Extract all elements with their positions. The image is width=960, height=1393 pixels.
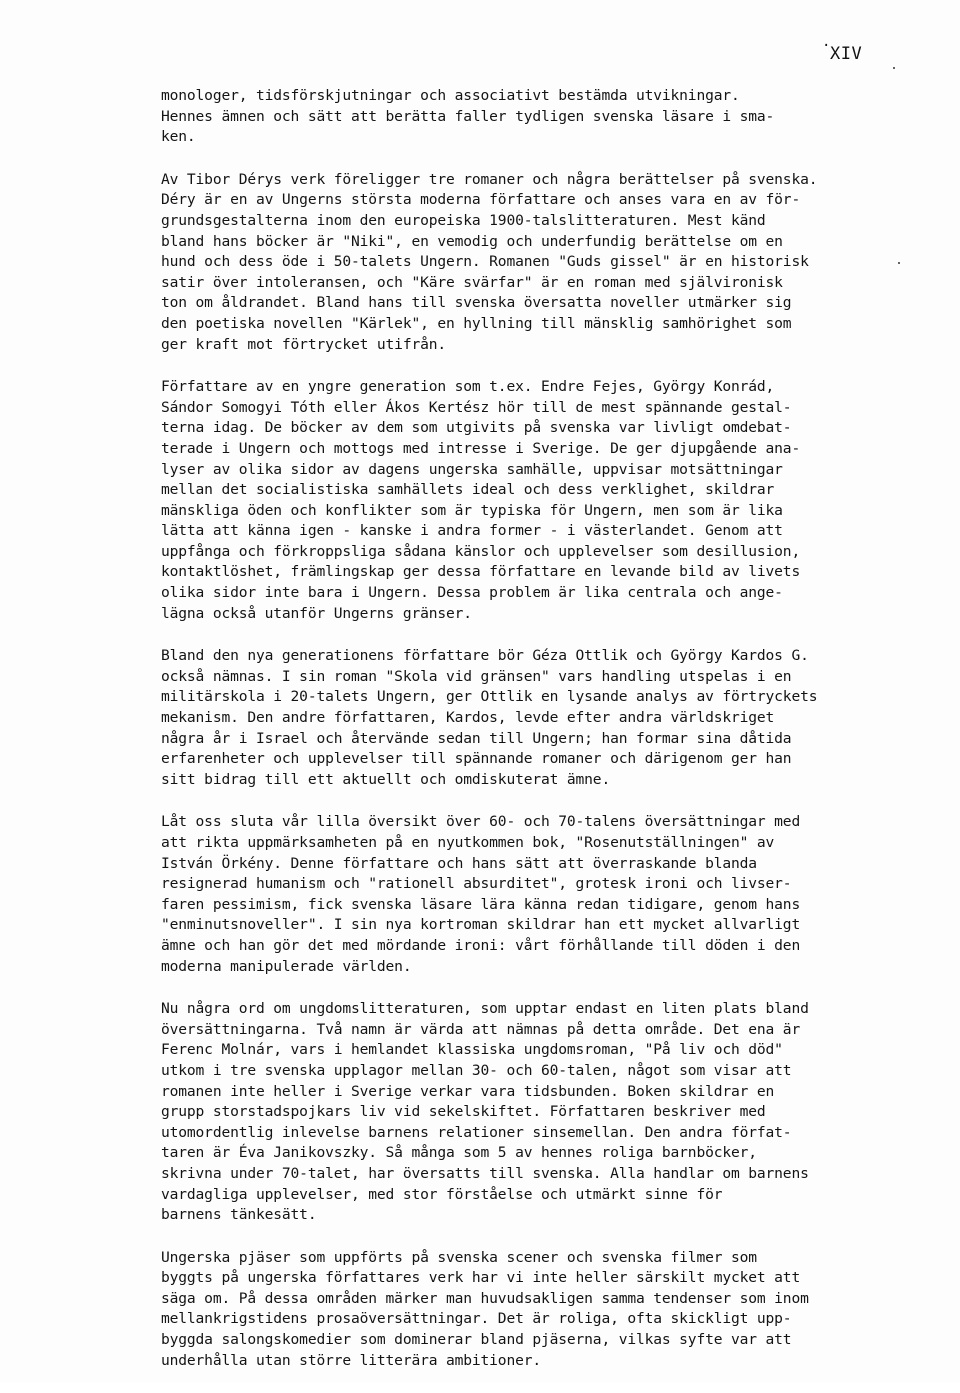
text-line: terna idag. De böcker av dem som utgivits på svenska var livligt omdebat- bbox=[161, 419, 792, 437]
text-line: taren är Éva Janikovszky. Så många som 5 av hennes roliga barnböcker, bbox=[161, 1144, 757, 1162]
text-line: den poetiska novellen "Kärlek", en hyllning till mänsklig samhörighet som bbox=[161, 314, 792, 332]
text-line: ton om åldrandet. Bland hans till svenska översatta noveller utmärker sig bbox=[161, 294, 792, 312]
text-line: Nu några ord om ungdomslitteraturen, som upptar endast en liten plats bland bbox=[161, 1000, 809, 1018]
text-line: resignerad humanism och "rationell absurditet", grotesk ironi och livser- bbox=[161, 875, 792, 893]
text-line: satir över intoleransen, och "Käre svärfar" är en roman med självironisk bbox=[161, 273, 783, 291]
page-number: · XIV bbox=[830, 44, 862, 64]
paragraph bbox=[161, 812, 941, 977]
text-line: säga om. På dessa områden märker man huvudsakligen samma tendenser som inom bbox=[161, 1289, 809, 1307]
text-line: kontaktlöshet, främlingskap ger dessa författare en levande bild av livets bbox=[161, 563, 801, 581]
text-line: några år i Israel och återvände sedan till Ungern; han formar sina dåtida bbox=[161, 729, 792, 747]
paragraph bbox=[161, 646, 941, 790]
text-line: István Örkény. Denne författare och hans sätt att överraskande blanda bbox=[161, 854, 757, 872]
text-line: erfarenheter och upplevelser till spännande romaner och därigenom ger han bbox=[161, 750, 792, 768]
text-line: översättningarna. Två namn är värda att nämnas på detta område. Det ena är bbox=[161, 1020, 801, 1038]
speck-mark bbox=[898, 262, 900, 264]
text-line: Hennes ämnen och sätt att berätta faller tydligen svenska läsare i sma- bbox=[161, 107, 775, 125]
text-line: byggda salongskomedier som dominerar bland pjäserna, vilkas syfte var att bbox=[161, 1331, 792, 1349]
body-text bbox=[161, 86, 941, 1393]
text-line: underhålla utan större litterära ambitioner. bbox=[161, 1351, 541, 1369]
text-line: terade i Ungern och mottogs med intresse i Sverige. De ger djupgående ana- bbox=[161, 439, 801, 457]
paragraph bbox=[161, 86, 941, 148]
text-line: "enminutsnoveller". I sin nya kortroman skildrar han ett mycket allvarligt bbox=[161, 916, 801, 934]
text-line: ken. bbox=[161, 128, 196, 146]
paragraph bbox=[161, 999, 941, 1226]
text-line: ämne och han gör det med mördande ironi: vårt förhållande till döden i den bbox=[161, 936, 801, 954]
text-line: utomordentlig inlevelse barnens relationer sinsemellan. Den andra förfat- bbox=[161, 1123, 792, 1141]
text-line: Låt oss sluta vår lilla översikt över 60- och 70-talens översättningar med bbox=[161, 813, 801, 831]
text-line: bland hans böcker är "Niki", en vemodig och underfundig berättelse om en bbox=[161, 232, 783, 250]
text-line: Ungerska pjäser som uppförts på svenska scener och svenska filmer som bbox=[161, 1248, 757, 1266]
paragraph bbox=[161, 377, 941, 624]
text-line: skrivna under 70-talet, har översatts till svenska. Alla handlar om barnens bbox=[161, 1164, 809, 1182]
text-line: Déry är en av Ungerns största moderna författare och anses vara en av för- bbox=[161, 191, 801, 209]
text-line: uppfånga och förkroppsliga sådana känslor och upplevelser som desillusion, bbox=[161, 542, 801, 560]
text-line: ger kraft mot förtrycket utifrån. bbox=[161, 335, 446, 353]
text-line: mellan det socialistiska samhällets ideal och dess verklighet, skildrar bbox=[161, 481, 775, 499]
text-line: utkom i tre svenska upplagor mellan 30- och 60-talen, något som visar att bbox=[161, 1061, 792, 1079]
text-line: romanen inte heller i Sverige verkar vara tidsbunden. Boken skildrar en bbox=[161, 1082, 775, 1100]
text-line: Författare av en yngre generation som t.ex. Endre Fejes, György Konrád, bbox=[161, 378, 775, 396]
text-line: också nämnas. I sin roman "Skola vid gränsen" vars handling utspelas i en bbox=[161, 667, 792, 685]
text-line: grundsgestalterna inom den europeiska 1900-talslitteraturen. Mest känd bbox=[161, 211, 766, 229]
text-line: grupp storstadspojkars liv vid sekelskiftet. Författaren beskriver med bbox=[161, 1103, 766, 1121]
text-line: mellankrigstidens prosaöversättningar. Det är roliga, ofta skickligt upp- bbox=[161, 1310, 792, 1328]
text-line: monologer, tidsförskjutningar och associativt bestämda utvikningar. bbox=[161, 87, 740, 104]
text-line: lägna också utanför Ungerns gränser. bbox=[161, 604, 472, 622]
text-line: militärskola i 20-talets Ungern, ger Ottlik en lysande analys av förtryckets bbox=[161, 688, 818, 706]
text-line: mekanism. Den andre författaren, Kardos, levde efter andra världskriget bbox=[161, 709, 775, 727]
text-line: Bland den nya generationens författare bör Géza Ottlik och György Kardos G. bbox=[161, 647, 809, 665]
speck-mark bbox=[893, 67, 895, 69]
text-line: barnens tänkesätt. bbox=[161, 1206, 317, 1224]
text-line: mänskliga öden och konflikter som är typiska för Ungern, men som är lika bbox=[161, 501, 783, 519]
text-line: faren pessimism, fick svenska läsare lära känna redan tidigare, genom hans bbox=[161, 895, 801, 913]
text-line: lyser av olika sidor av dagens ungerska samhälle, uppvisar motsättningar bbox=[161, 460, 783, 478]
paragraph bbox=[161, 170, 941, 355]
paragraph bbox=[161, 1248, 941, 1372]
text-line: att rikta uppmärksamheten på en nyutkommen bok, "Rosenutställningen" av bbox=[161, 834, 775, 851]
text-line: lätta att känna igen - kanske i andra former - i västerlandet. Genom att bbox=[161, 522, 783, 540]
text-line: Sándor Somogyi Tóth eller Ákos Kertész hör till de mest spännande gestal- bbox=[161, 398, 792, 416]
text-line: byggts på ungerska författares verk har vi inte heller särskilt mycket att bbox=[161, 1269, 801, 1287]
text-line: vardagliga upplevelser, med stor förståelse och utmärkt sinne för bbox=[161, 1185, 723, 1203]
text-line: Av Tibor Dérys verk föreligger tre romaner och några berättelser på svenska. bbox=[161, 170, 818, 188]
text-line: olika sidor inte bara i Ungern. Dessa problem är lika centrala och ange- bbox=[161, 584, 783, 602]
text-line: hund och dess öde i 50-talets Ungern. Romanen "Guds gissel" är en historisk bbox=[161, 253, 809, 271]
text-line: sitt bidrag till ett aktuellt och omdiskuterat ämne. bbox=[161, 770, 611, 788]
text-line: moderna manipulerade världen. bbox=[161, 957, 412, 975]
text-line: Ferenc Molnár, vars i hemlandet klassiska ungdomsroman, "På liv och död" bbox=[161, 1041, 783, 1059]
